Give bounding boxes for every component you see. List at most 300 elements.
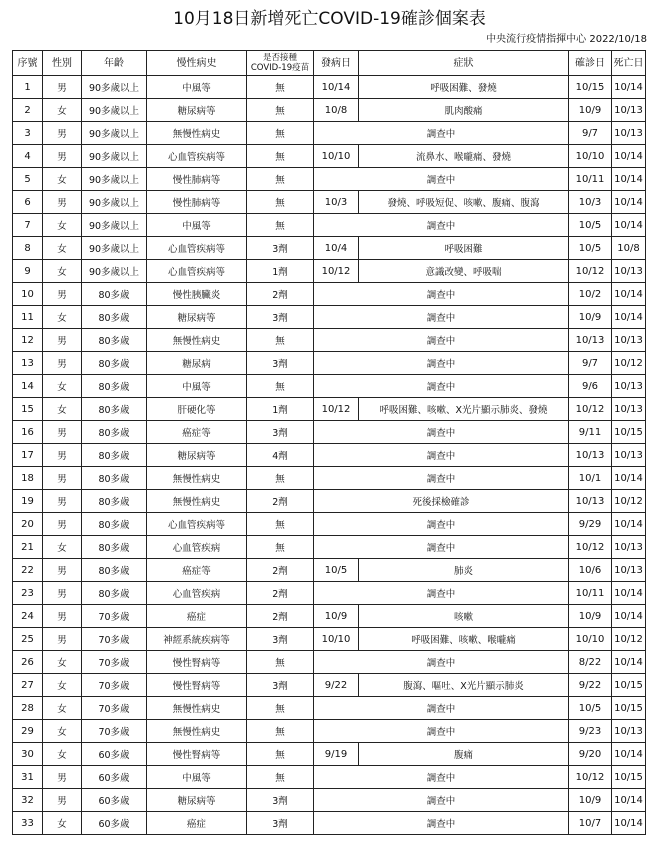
cell-sex: 女 (43, 674, 82, 697)
cell-confirm: 10/10 (569, 628, 612, 651)
table-row (13, 214, 646, 237)
cell-symptoms: 肌肉酸痛 (359, 99, 569, 122)
cell-death: 10/15 (612, 674, 646, 697)
cell-age: 80多歲 (82, 329, 147, 352)
cell-death: 10/14 (612, 191, 646, 214)
cell-vaccine: 無 (247, 720, 314, 743)
table-row (13, 490, 646, 513)
cell-death: 10/14 (612, 605, 646, 628)
cell-vaccine: 2劑 (247, 283, 314, 306)
cell-symptoms: 調查中 (314, 536, 569, 559)
cell-confirm: 10/11 (569, 168, 612, 191)
cell-confirm: 10/12 (569, 398, 612, 421)
cell-vaccine: 3劑 (247, 674, 314, 697)
cell-age: 80多歲 (82, 559, 147, 582)
cell-age: 80多歲 (82, 306, 147, 329)
cell-symptoms: 調查中 (314, 421, 569, 444)
table-row (13, 628, 646, 651)
cell-no: 30 (13, 743, 43, 766)
cell-chronic: 慢性腎病等 (147, 651, 247, 674)
cell-chronic: 無慢性病史 (147, 697, 247, 720)
table-row (13, 536, 646, 559)
cell-confirm: 10/2 (569, 283, 612, 306)
cell-no: 10 (13, 283, 43, 306)
cell-chronic: 心血管疾病 (147, 536, 247, 559)
cell-chronic: 慢性肺病等 (147, 168, 247, 191)
cell-no: 21 (13, 536, 43, 559)
cell-vaccine: 1劑 (247, 398, 314, 421)
cell-vaccine: 2劑 (247, 490, 314, 513)
cell-vaccine: 無 (247, 191, 314, 214)
header-onset: 發病日 (314, 51, 359, 76)
cell-sex: 男 (43, 191, 82, 214)
table-row (13, 191, 646, 214)
table-row (13, 559, 646, 582)
cell-sex: 男 (43, 76, 82, 99)
cell-confirm: 10/5 (569, 697, 612, 720)
cell-sex: 女 (43, 398, 82, 421)
cell-vaccine: 無 (247, 214, 314, 237)
cell-confirm: 9/29 (569, 513, 612, 536)
cell-vaccine: 3劑 (247, 352, 314, 375)
cell-chronic: 神經系統疾病等 (147, 628, 247, 651)
table-row (13, 467, 646, 490)
cell-death: 10/14 (612, 168, 646, 191)
cell-chronic: 中風等 (147, 214, 247, 237)
cell-symptoms: 意識改變、呼吸喘 (359, 260, 569, 283)
cell-no: 3 (13, 122, 43, 145)
cell-confirm: 10/3 (569, 191, 612, 214)
cell-chronic: 癌症等 (147, 559, 247, 582)
cell-age: 90多歲以上 (82, 237, 147, 260)
table-row (13, 398, 646, 421)
cell-symptoms: 調查中 (314, 352, 569, 375)
cell-death: 10/13 (612, 398, 646, 421)
cell-onset: 10/5 (314, 559, 359, 582)
header-age: 年齡 (82, 51, 147, 76)
table-row (13, 582, 646, 605)
cell-no: 24 (13, 605, 43, 628)
cell-no: 27 (13, 674, 43, 697)
cell-no: 20 (13, 513, 43, 536)
cell-symptoms: 呼吸困難、發燒 (359, 76, 569, 99)
cell-symptoms: 調查中 (314, 306, 569, 329)
cell-death: 10/13 (612, 559, 646, 582)
cell-sex: 女 (43, 651, 82, 674)
cell-confirm: 9/22 (569, 674, 612, 697)
cell-sex: 男 (43, 421, 82, 444)
cell-confirm: 10/9 (569, 605, 612, 628)
cell-no: 11 (13, 306, 43, 329)
table-row (13, 352, 646, 375)
cell-no: 15 (13, 398, 43, 421)
cell-death: 10/14 (612, 214, 646, 237)
cell-sex: 女 (43, 812, 82, 835)
cell-symptoms: 腹瀉、嘔吐、X光片顯示肺炎 (359, 674, 569, 697)
cell-age: 70多歲 (82, 697, 147, 720)
cell-confirm: 10/5 (569, 214, 612, 237)
cell-symptoms: 調查中 (314, 283, 569, 306)
cell-confirm: 10/12 (569, 766, 612, 789)
cell-confirm: 9/7 (569, 352, 612, 375)
cell-death: 10/14 (612, 76, 646, 99)
cell-age: 80多歲 (82, 398, 147, 421)
table-row (13, 605, 646, 628)
cell-sex: 女 (43, 536, 82, 559)
cell-sex: 女 (43, 743, 82, 766)
cell-vaccine: 2劑 (247, 582, 314, 605)
cell-symptoms: 調查中 (314, 168, 569, 191)
cell-vaccine: 3劑 (247, 628, 314, 651)
cell-confirm: 10/15 (569, 76, 612, 99)
cell-chronic: 慢性胰臟炎 (147, 283, 247, 306)
cell-vaccine: 無 (247, 122, 314, 145)
cell-symptoms: 調查中 (314, 651, 569, 674)
table-row (13, 444, 646, 467)
cell-vaccine: 無 (247, 697, 314, 720)
cell-symptoms: 腹痛 (359, 743, 569, 766)
cell-death: 10/13 (612, 720, 646, 743)
cell-confirm: 10/12 (569, 260, 612, 283)
cell-no: 33 (13, 812, 43, 835)
cell-vaccine: 3劑 (247, 237, 314, 260)
cell-confirm: 10/1 (569, 467, 612, 490)
cell-sex: 男 (43, 283, 82, 306)
cell-vaccine: 3劑 (247, 789, 314, 812)
table-row (13, 145, 646, 168)
cell-symptoms: 調查中 (314, 697, 569, 720)
cell-no: 2 (13, 99, 43, 122)
cell-chronic: 無慢性病史 (147, 122, 247, 145)
cell-no: 18 (13, 467, 43, 490)
cell-vaccine: 無 (247, 145, 314, 168)
cell-death: 10/14 (612, 743, 646, 766)
cell-age: 90多歲以上 (82, 99, 147, 122)
table-row (13, 260, 646, 283)
cell-no: 8 (13, 237, 43, 260)
cell-death: 10/14 (612, 145, 646, 168)
cell-symptoms: 調查中 (314, 329, 569, 352)
cell-sex: 男 (43, 122, 82, 145)
cell-confirm: 10/9 (569, 306, 612, 329)
table-row (13, 237, 646, 260)
cell-age: 90多歲以上 (82, 145, 147, 168)
header-vaccine (247, 51, 314, 76)
cell-death: 10/14 (612, 306, 646, 329)
cell-death: 10/14 (612, 513, 646, 536)
cell-vaccine: 3劑 (247, 306, 314, 329)
cell-no: 17 (13, 444, 43, 467)
header-symptoms: 症狀 (359, 51, 569, 76)
cell-sex: 女 (43, 260, 82, 283)
table-row (13, 651, 646, 674)
cell-symptoms: 呼吸困難 (359, 237, 569, 260)
cell-age: 70多歲 (82, 628, 147, 651)
cell-confirm: 10/12 (569, 536, 612, 559)
cell-chronic: 心血管疾病 (147, 582, 247, 605)
cell-vaccine: 4劑 (247, 444, 314, 467)
cell-confirm: 10/6 (569, 559, 612, 582)
table-header-row (13, 51, 646, 76)
cell-sex: 男 (43, 789, 82, 812)
cell-sex: 女 (43, 214, 82, 237)
cell-chronic: 糖尿病 (147, 352, 247, 375)
cell-age: 80多歲 (82, 490, 147, 513)
cell-age: 60多歲 (82, 812, 147, 835)
cell-confirm: 10/11 (569, 582, 612, 605)
cell-death: 10/12 (612, 490, 646, 513)
cell-no: 28 (13, 697, 43, 720)
cell-no: 22 (13, 559, 43, 582)
table-row (13, 283, 646, 306)
cell-sex: 女 (43, 306, 82, 329)
table-row (13, 99, 646, 122)
cell-death: 10/13 (612, 329, 646, 352)
cell-sex: 男 (43, 582, 82, 605)
cell-chronic: 無慢性病史 (147, 490, 247, 513)
cell-death: 10/13 (612, 260, 646, 283)
cell-no: 9 (13, 260, 43, 283)
cell-no: 19 (13, 490, 43, 513)
cell-age: 70多歲 (82, 674, 147, 697)
cell-sex: 男 (43, 467, 82, 490)
cell-age: 60多歲 (82, 743, 147, 766)
cell-age: 90多歲以上 (82, 122, 147, 145)
header-sex: 性別 (43, 51, 82, 76)
cell-sex: 女 (43, 168, 82, 191)
cell-no: 13 (13, 352, 43, 375)
cell-chronic: 中風等 (147, 375, 247, 398)
cell-chronic: 肝硬化等 (147, 398, 247, 421)
cell-chronic: 心血管疾病等 (147, 513, 247, 536)
cell-confirm: 9/11 (569, 421, 612, 444)
cell-symptoms: 調查中 (314, 444, 569, 467)
cell-no: 6 (13, 191, 43, 214)
cell-no: 16 (13, 421, 43, 444)
cell-vaccine: 無 (247, 536, 314, 559)
cell-sex: 女 (43, 237, 82, 260)
cell-age: 80多歲 (82, 444, 147, 467)
table-row (13, 375, 646, 398)
cell-chronic: 心血管疾病等 (147, 145, 247, 168)
table-row (13, 789, 646, 812)
cell-sex: 男 (43, 605, 82, 628)
cell-age: 90多歲以上 (82, 260, 147, 283)
cell-vaccine: 無 (247, 99, 314, 122)
cell-confirm: 10/13 (569, 490, 612, 513)
cell-age: 90多歲以上 (82, 168, 147, 191)
cell-chronic: 中風等 (147, 76, 247, 99)
cell-vaccine: 無 (247, 513, 314, 536)
cell-death: 10/13 (612, 122, 646, 145)
cell-age: 80多歲 (82, 467, 147, 490)
cell-age: 60多歲 (82, 789, 147, 812)
cell-age: 60多歲 (82, 766, 147, 789)
cell-symptoms: 調查中 (314, 720, 569, 743)
cell-symptoms: 調查中 (314, 789, 569, 812)
cell-death: 10/14 (612, 651, 646, 674)
table-row (13, 122, 646, 145)
cell-chronic: 糖尿病等 (147, 444, 247, 467)
cell-sex: 男 (43, 628, 82, 651)
cell-sex: 女 (43, 375, 82, 398)
header-vaccine-line1: 是否接種 (262, 53, 297, 63)
cell-symptoms: 調查中 (314, 122, 569, 145)
cell-symptoms: 調查中 (314, 812, 569, 835)
cell-no: 31 (13, 766, 43, 789)
cell-no: 32 (13, 789, 43, 812)
cell-vaccine: 無 (247, 168, 314, 191)
cell-age: 80多歲 (82, 536, 147, 559)
cell-chronic: 癌症等 (147, 421, 247, 444)
table-row (13, 674, 646, 697)
cell-symptoms: 肺炎 (359, 559, 569, 582)
cell-confirm: 9/7 (569, 122, 612, 145)
cell-no: 14 (13, 375, 43, 398)
cell-confirm: 10/13 (569, 329, 612, 352)
cell-onset: 10/9 (314, 605, 359, 628)
cell-symptoms: 呼吸困難、咳嗽、喉嚨痛 (359, 628, 569, 651)
cell-symptoms: 死後採檢確診 (314, 490, 569, 513)
cell-sex: 男 (43, 559, 82, 582)
cell-symptoms: 調查中 (314, 582, 569, 605)
cell-chronic: 慢性腎病等 (147, 743, 247, 766)
cell-vaccine: 無 (247, 467, 314, 490)
cell-symptoms: 調查中 (314, 375, 569, 398)
cell-death: 10/14 (612, 283, 646, 306)
cell-no: 12 (13, 329, 43, 352)
cell-chronic: 心血管疾病等 (147, 237, 247, 260)
cell-death: 10/15 (612, 421, 646, 444)
cell-onset: 9/19 (314, 743, 359, 766)
cell-age: 80多歲 (82, 375, 147, 398)
header-no: 序號 (13, 51, 43, 76)
cell-symptoms: 調查中 (314, 467, 569, 490)
cell-chronic: 無慢性病史 (147, 467, 247, 490)
cell-onset: 10/12 (314, 398, 359, 421)
table-row (13, 697, 646, 720)
cell-age: 90多歲以上 (82, 214, 147, 237)
cell-chronic: 無慢性病史 (147, 720, 247, 743)
cell-confirm: 10/13 (569, 444, 612, 467)
cell-confirm: 9/6 (569, 375, 612, 398)
cell-death: 10/14 (612, 467, 646, 490)
cell-symptoms: 發燒、呼吸短促、咳嗽、腹痛、腹瀉 (359, 191, 569, 214)
cell-death: 10/8 (612, 237, 646, 260)
cell-age: 90多歲以上 (82, 76, 147, 99)
cell-chronic: 糖尿病等 (147, 789, 247, 812)
cell-chronic: 糖尿病等 (147, 306, 247, 329)
cell-vaccine: 無 (247, 743, 314, 766)
cell-onset: 10/10 (314, 628, 359, 651)
cell-age: 70多歲 (82, 651, 147, 674)
table-row (13, 812, 646, 835)
cell-confirm: 10/7 (569, 812, 612, 835)
cell-onset: 10/8 (314, 99, 359, 122)
cell-death: 10/14 (612, 789, 646, 812)
cell-onset: 10/10 (314, 145, 359, 168)
cell-chronic: 心血管疾病等 (147, 260, 247, 283)
cell-age: 80多歲 (82, 582, 147, 605)
cell-sex: 男 (43, 490, 82, 513)
cell-confirm: 10/10 (569, 145, 612, 168)
cell-sex: 女 (43, 697, 82, 720)
cell-confirm: 10/5 (569, 237, 612, 260)
table-row (13, 766, 646, 789)
cell-no: 1 (13, 76, 43, 99)
cell-vaccine: 2劑 (247, 605, 314, 628)
cell-chronic: 糖尿病等 (147, 99, 247, 122)
cell-vaccine: 無 (247, 375, 314, 398)
cell-no: 29 (13, 720, 43, 743)
cell-sex: 男 (43, 766, 82, 789)
cell-age: 80多歲 (82, 352, 147, 375)
header-chronic: 慢性病史 (147, 51, 247, 76)
cell-no: 5 (13, 168, 43, 191)
cell-vaccine: 3劑 (247, 421, 314, 444)
table-body (13, 76, 646, 835)
cell-sex: 男 (43, 329, 82, 352)
cell-vaccine: 無 (247, 329, 314, 352)
cell-death: 10/15 (612, 766, 646, 789)
cell-confirm: 8/22 (569, 651, 612, 674)
cell-death: 10/13 (612, 99, 646, 122)
cell-symptoms: 調查中 (314, 214, 569, 237)
cell-death: 10/13 (612, 375, 646, 398)
cell-age: 80多歲 (82, 513, 147, 536)
cell-death: 10/13 (612, 444, 646, 467)
cell-vaccine: 無 (247, 76, 314, 99)
cell-vaccine: 2劑 (247, 559, 314, 582)
table-row (13, 168, 646, 191)
cell-chronic: 慢性腎病等 (147, 674, 247, 697)
header-confirm: 確診日 (569, 51, 612, 76)
cell-onset: 10/4 (314, 237, 359, 260)
cell-death: 10/12 (612, 352, 646, 375)
cell-age: 80多歲 (82, 283, 147, 306)
cell-vaccine: 無 (247, 766, 314, 789)
cell-symptoms: 調查中 (314, 766, 569, 789)
header-death: 死亡日 (612, 51, 646, 76)
cell-sex: 男 (43, 145, 82, 168)
table-row (13, 76, 646, 99)
table-row (13, 743, 646, 766)
cell-onset: 10/12 (314, 260, 359, 283)
cell-vaccine: 3劑 (247, 812, 314, 835)
table-row (13, 720, 646, 743)
cell-age: 90多歲以上 (82, 191, 147, 214)
cell-age: 70多歲 (82, 720, 147, 743)
cell-chronic: 癌症 (147, 605, 247, 628)
cell-no: 26 (13, 651, 43, 674)
cell-death: 10/15 (612, 697, 646, 720)
cell-symptoms: 流鼻水、喉嚨痛、發燒 (359, 145, 569, 168)
cell-sex: 女 (43, 720, 82, 743)
cell-symptoms: 呼吸困難、咳嗽、X光片顯示肺炎、發燒 (359, 398, 569, 421)
table-row (13, 513, 646, 536)
cell-chronic: 無慢性病史 (147, 329, 247, 352)
cell-no: 7 (13, 214, 43, 237)
cell-death: 10/13 (612, 536, 646, 559)
cell-onset: 9/22 (314, 674, 359, 697)
cell-death: 10/12 (612, 628, 646, 651)
cell-chronic: 中風等 (147, 766, 247, 789)
cell-no: 4 (13, 145, 43, 168)
cell-confirm: 9/20 (569, 743, 612, 766)
source-line: 中央流行疫情指揮中心 2022/10/18 (486, 34, 647, 45)
cell-age: 70多歲 (82, 605, 147, 628)
cell-onset: 10/14 (314, 76, 359, 99)
